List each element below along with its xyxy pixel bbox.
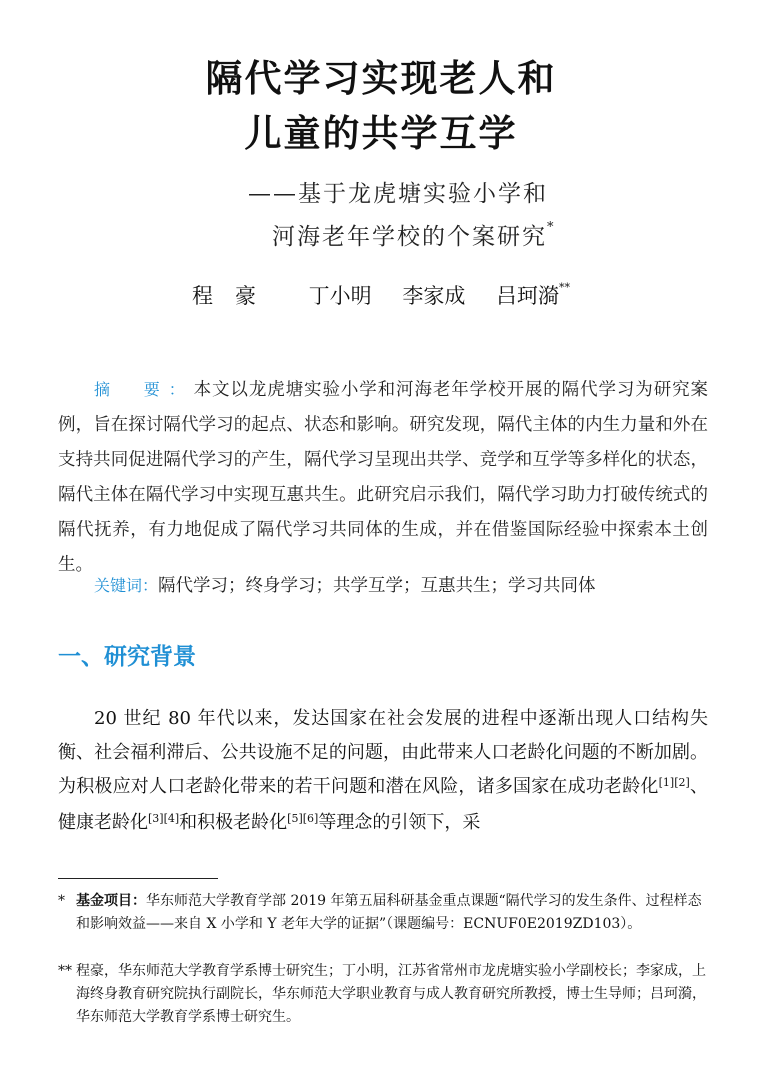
- paper-subtitle-line1: ——基于龙虎塘实验小学和: [248, 181, 548, 207]
- footnote-mark: **: [58, 963, 72, 979]
- keywords: [94, 572, 596, 597]
- body-text-part: 等理念的引领下，采: [318, 812, 481, 833]
- abstract-label: 摘 要：: [94, 380, 194, 399]
- footnote-mark: *: [58, 893, 65, 909]
- footnote-authors: [58, 960, 708, 1029]
- footnote-body: [76, 890, 708, 936]
- body-text-part: 和积极老龄化: [179, 812, 288, 833]
- author-name-text: 吕珂漪: [496, 284, 560, 308]
- citation-ref: [5][6]: [287, 812, 319, 825]
- author-list: [0, 280, 762, 310]
- paper-title-line2: 儿童的共学互学: [244, 112, 518, 155]
- abstract: [58, 372, 708, 583]
- abstract-text: 本文以龙虎塘实验小学和河海老年学校开展的隔代学习为研究案例，旨在探讨隔代学习的起点、状态和影响。研究发现，隔代主体的内生力量和外在支持共同促进隔代学习的产生，隔代学习呈现出共学、竞学和互学等多样化的状态，隔代主体在隔代学习中实现互惠共生。此研究启示我们，隔代学习助力打破传统式的隔代抚养，有力地促成了隔代学习共同体的生成，并在借鉴国际经验中探索本土创生。: [58, 380, 708, 575]
- body-text-part: 、健康老龄化: [58, 776, 708, 833]
- paper-title-line1: 隔代学习实现老人和: [205, 57, 557, 100]
- footnote-funding: [58, 890, 708, 936]
- subtitle-line2-text: 河海老年学校的个案研究: [272, 224, 547, 250]
- paper-subtitle-line2: [272, 218, 556, 251]
- keywords-text: 隔代学习；终身学习；共学互学；互惠共生；学习共同体: [158, 576, 596, 596]
- author-footnote-mark: **: [559, 281, 571, 294]
- footnote-text: 程豪，华东师范大学教育学系博士研究生；丁小明，江苏省常州市龙虎塘实验小学副校长；李家成，上海终身教育研究院执行副院长，华东师范大学职业教育与成人教育研究所教授，博士生导师；吕珂漪，华东师范大学教育学系博士研究生。: [76, 963, 706, 1025]
- section-heading: 一、研究背景: [58, 644, 196, 670]
- footnote-label: 基金项目：: [76, 893, 146, 909]
- author-name: 丁小明: [308, 284, 372, 308]
- citation-ref: [1][2]: [658, 776, 690, 789]
- footnote-divider: [58, 878, 218, 879]
- footnote-text: 华东师范大学教育学部 2019 年第五届科研基金重点课题“隔代学习的发生条件、过程样态和影响效益——来自 X 小学和 Y 老年大学的证据”（课题编号：ECNUF0E2019ZD103）。: [76, 893, 702, 932]
- citation-ref: [3][4]: [148, 812, 180, 825]
- subtitle-footnote-mark: *: [547, 220, 556, 236]
- author-name: 程豪: [191, 284, 278, 308]
- author-name: 李家成: [402, 284, 466, 308]
- body-paragraph: [58, 702, 708, 842]
- author-name: [496, 281, 571, 308]
- body-text-part: 20 世纪 80 年代以来，发达国家在社会发展的进程中逐渐出现人口结构失衡、社会福利滞后、公共设施不足的问题，由此带来人口老龄化问题的不断加剧。为积极应对人口老龄化带来的若干问题和潜在风险，诸多国家在成功老龄化: [58, 708, 708, 797]
- keywords-label: 关键词：: [94, 576, 159, 595]
